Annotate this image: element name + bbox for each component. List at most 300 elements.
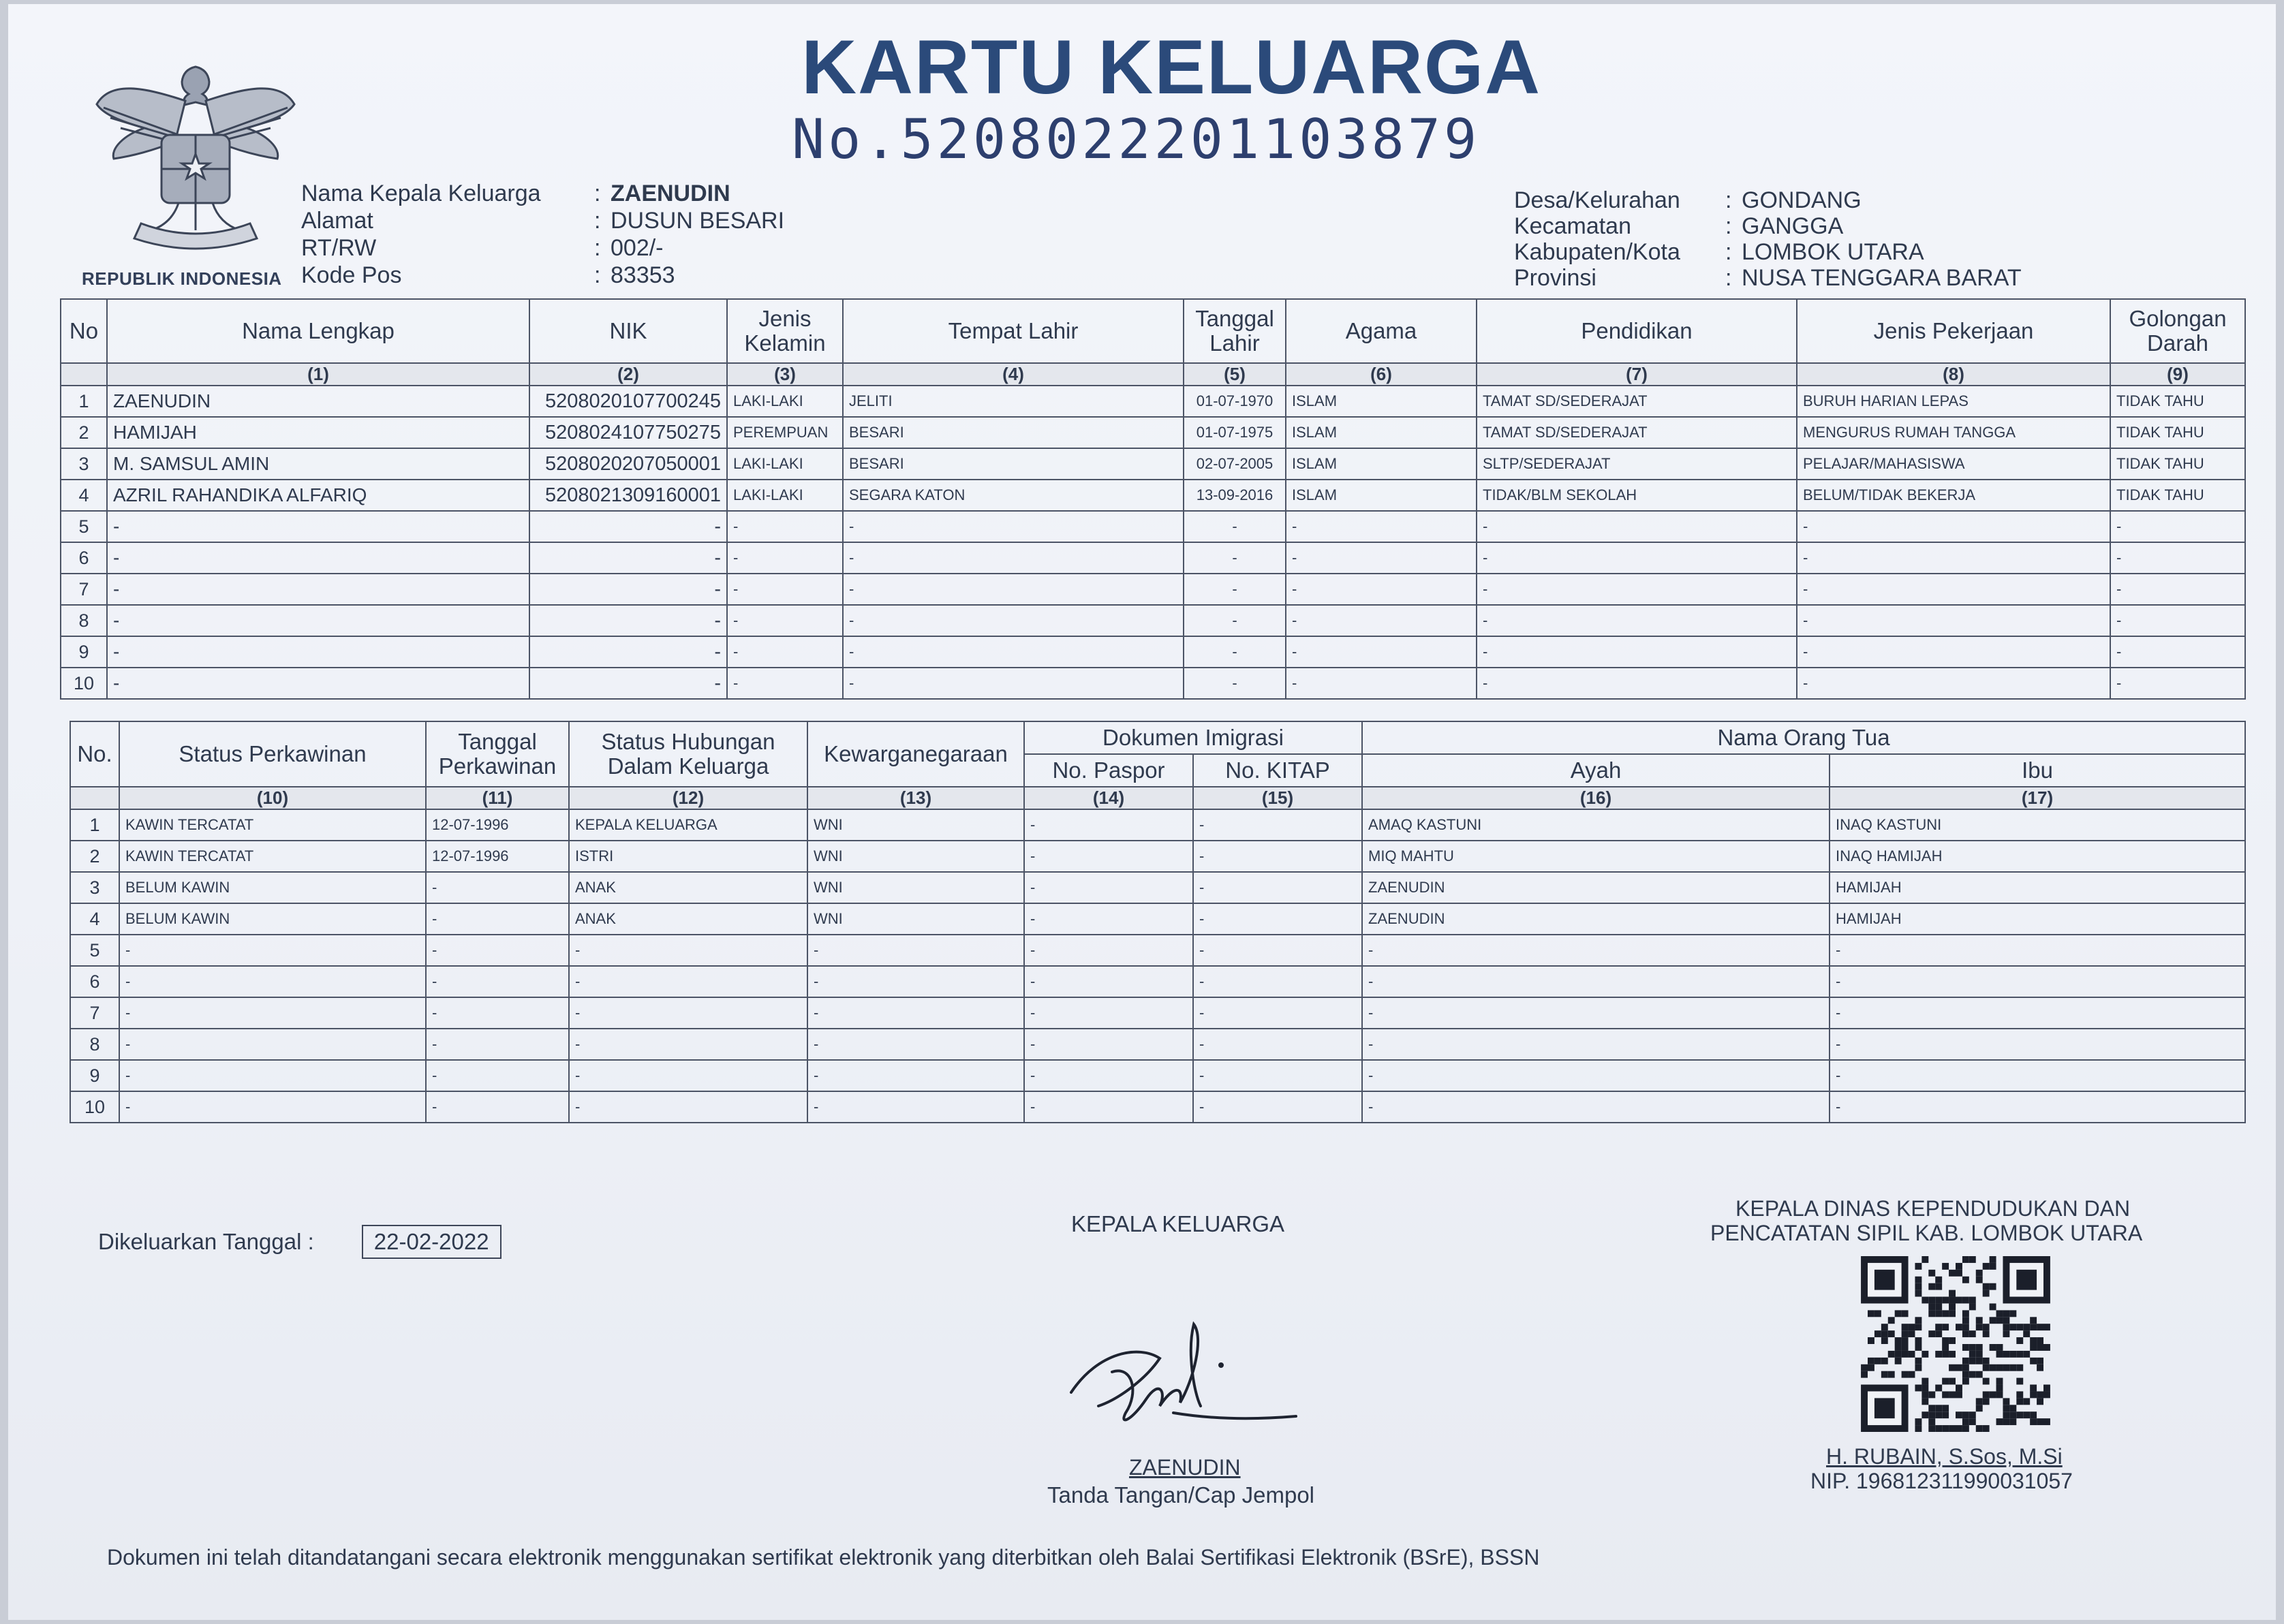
col-header: Pendidikan: [1477, 299, 1797, 363]
family-status-table: [70, 721, 2246, 1123]
table-cell: 7: [70, 997, 119, 1029]
table-cell: -: [1193, 997, 1362, 1029]
table-cell: -: [1193, 966, 1362, 997]
table-cell: -: [1024, 1029, 1193, 1060]
table-cell: -: [1797, 574, 2110, 605]
table-cell: -: [569, 1029, 807, 1060]
table-cell: -: [1024, 903, 1193, 935]
table-cell: HAMIJAH: [1830, 903, 2245, 935]
col-header: No. KITAP: [1193, 754, 1362, 787]
header-row-kode-pos: [301, 262, 675, 289]
header-colon: :: [1725, 187, 1732, 213]
table-cell: -: [1477, 636, 1797, 668]
table-cell: TAMAT SD/SEDERAJAT: [1477, 386, 1797, 417]
electronic-signature-note: Dokumen ini telah ditandatangani secara elektronik menggunakan sertifikat elektronik yang diterbitkan oleh Balai Sertifikasi Elektronik (BSrE), BSSN: [107, 1545, 1540, 1570]
header-row-kabupaten: [1514, 238, 1924, 266]
table-cell: 12-07-1996: [426, 841, 569, 872]
header-row-kecamatan: [1514, 213, 1843, 240]
table-cell: INAQ HAMIJAH: [1830, 841, 2245, 872]
table-cell: -: [426, 872, 569, 903]
table-cell: 10: [61, 668, 107, 699]
header-row-provinsi: [1514, 264, 2022, 292]
header-colon: :: [594, 262, 601, 288]
col-number: (13): [807, 787, 1024, 809]
table-cell: TIDAK TAHU: [2110, 386, 2245, 417]
column-number-row: [61, 363, 2245, 386]
table-cell: ZAENUDIN: [107, 386, 529, 417]
table-cell: -: [1193, 1060, 1362, 1091]
document-title: KARTU KELUARGA: [801, 25, 1541, 110]
table-cell: -: [1024, 997, 1193, 1029]
header-colon: :: [594, 208, 601, 234]
table-cell: ANAK: [569, 903, 807, 935]
header-value: 002/-: [611, 235, 664, 261]
table-cell: BELUM KAWIN: [119, 872, 426, 903]
table-row: [61, 542, 2245, 574]
family-members-table: [60, 298, 2246, 700]
header-value: NUSA TENGGARA BARAT: [1742, 265, 2022, 291]
table-cell: -: [1286, 636, 1477, 668]
family-card-document: [8, 4, 2276, 1620]
table-cell: -: [426, 966, 569, 997]
col-header: No.: [70, 721, 119, 787]
table-cell: 9: [61, 636, 107, 668]
col-number: (16): [1362, 787, 1830, 809]
col-number: (4): [843, 363, 1184, 386]
table-cell: 3: [61, 448, 107, 480]
header-label: Kabupaten/Kota: [1514, 239, 1680, 265]
table-cell: 6: [61, 542, 107, 574]
table-cell: TIDAK TAHU: [2110, 448, 2245, 480]
table-cell: BESARI: [843, 417, 1184, 448]
table-cell: -: [807, 935, 1024, 966]
table-cell: -: [807, 1029, 1024, 1060]
col-number: (1): [107, 363, 529, 386]
table-cell: -: [2110, 636, 2245, 668]
column-number-row: [70, 787, 2245, 809]
table-row: [70, 935, 2245, 966]
table-cell: -: [807, 997, 1024, 1029]
table-cell: ISLAM: [1286, 417, 1477, 448]
family-head-name: ZAENUDIN: [1129, 1455, 1241, 1480]
table-cell: -: [2110, 605, 2245, 636]
header-colon: :: [594, 235, 601, 261]
table-cell: 7: [61, 574, 107, 605]
table-row: [70, 966, 2245, 997]
table-cell: -: [1830, 1060, 2245, 1091]
table-cell: -: [569, 935, 807, 966]
table-cell: BURUH HARIAN LEPAS: [1797, 386, 2110, 417]
col-header: Jenis Pekerjaan: [1797, 299, 2110, 363]
table-cell: -: [1362, 1091, 1830, 1123]
table-cell: TIDAK TAHU: [2110, 417, 2245, 448]
header-row-kepala-keluarga: [301, 180, 730, 207]
col-header: Ayah: [1362, 754, 1830, 787]
table-cell: -: [1362, 935, 1830, 966]
header-label: Alamat: [301, 208, 373, 234]
table-row: [61, 574, 2245, 605]
table-cell: 2: [70, 841, 119, 872]
table-cell: 3: [70, 872, 119, 903]
col-header: Status Perkawinan: [119, 721, 426, 787]
col-header: Golongan Darah: [2110, 299, 2245, 363]
table-row: [70, 997, 2245, 1029]
table-cell: -: [107, 636, 529, 668]
table-cell: -: [107, 574, 529, 605]
table-cell: -: [1193, 872, 1362, 903]
header-row-desa: [1514, 187, 1862, 214]
table-cell: -: [727, 668, 843, 699]
table-cell: -: [1830, 966, 2245, 997]
table-row: [70, 841, 2245, 872]
col-number: (10): [119, 787, 426, 809]
header-label: Kecamatan: [1514, 213, 1631, 239]
table-cell: -: [1477, 574, 1797, 605]
header-value: LOMBOK UTARA: [1742, 239, 1924, 265]
table-cell: MIQ MAHTU: [1362, 841, 1830, 872]
col-header: Ibu: [1830, 754, 2245, 787]
header-value: DUSUN BESARI: [611, 208, 785, 234]
table-cell: -: [1184, 542, 1286, 574]
table-cell: MENGURUS RUMAH TANGGA: [1797, 417, 2110, 448]
table-cell: -: [569, 966, 807, 997]
table-cell: 8: [61, 605, 107, 636]
table-cell: -: [1830, 935, 2245, 966]
table-cell: 01-07-1970: [1184, 386, 1286, 417]
col-header: Status Hubungan Dalam Keluarga: [569, 721, 807, 787]
table-cell: -: [727, 542, 843, 574]
col-number: (3): [727, 363, 843, 386]
col-header: Tanggal Lahir: [1184, 299, 1286, 363]
table-row: [61, 636, 2245, 668]
table-cell: 4: [70, 903, 119, 935]
table-row: [61, 417, 2245, 448]
table-cell: -: [807, 966, 1024, 997]
table-header-row: [61, 299, 2245, 363]
table-cell: -: [2110, 542, 2245, 574]
table-cell: -: [843, 574, 1184, 605]
col-number: (6): [1286, 363, 1477, 386]
table-cell: -: [1362, 1029, 1830, 1060]
table-cell: SLTP/SEDERAJAT: [1477, 448, 1797, 480]
table-cell: -: [569, 1060, 807, 1091]
table-cell: AMAQ KASTUNI: [1362, 809, 1830, 841]
col-header: Nama Lengkap: [107, 299, 529, 363]
table-cell: -: [1797, 542, 2110, 574]
table-cell: M. SAMSUL AMIN: [107, 448, 529, 480]
table-cell: -: [119, 1060, 426, 1091]
table-cell: 12-07-1996: [426, 809, 569, 841]
issued-date: 22-02-2022: [362, 1225, 501, 1259]
header-row-rt-rw: [301, 234, 664, 262]
table-cell: -: [1184, 636, 1286, 668]
table-row: [70, 872, 2245, 903]
emblem-caption: REPUBLIK INDONESIA: [82, 268, 282, 289]
table-cell: -: [1797, 605, 2110, 636]
family-head-title: KEPALA KELUARGA: [1071, 1211, 1285, 1236]
table-cell: -: [843, 668, 1184, 699]
table-row: [70, 1060, 2245, 1091]
table-cell: 4: [61, 480, 107, 511]
table-cell: 5: [70, 935, 119, 966]
table-cell: ZAENUDIN: [1362, 903, 1830, 935]
table-row: [70, 1091, 2245, 1123]
table-cell: -: [1193, 935, 1362, 966]
col-header: Tempat Lahir: [843, 299, 1184, 363]
table-cell: -: [1286, 574, 1477, 605]
table-row: [70, 1029, 2245, 1060]
table-cell: -: [1362, 1060, 1830, 1091]
table-cell: -: [1184, 605, 1286, 636]
table-cell: -: [529, 636, 727, 668]
table-cell: -: [1024, 966, 1193, 997]
table-cell: -: [1797, 636, 2110, 668]
col-number: (2): [529, 363, 727, 386]
table-cell: WNI: [807, 872, 1024, 903]
table-cell: 5208020107700245: [529, 386, 727, 417]
table-cell: -: [1362, 997, 1830, 1029]
table-cell: KAWIN TERCATAT: [119, 809, 426, 841]
table-cell: TIDAK TAHU: [2110, 480, 2245, 511]
table-cell: ISLAM: [1286, 448, 1477, 480]
table-cell: 02-07-2005: [1184, 448, 1286, 480]
table-cell: -: [1286, 511, 1477, 542]
table-cell: -: [107, 542, 529, 574]
table-cell: -: [1477, 605, 1797, 636]
table-cell: -: [1024, 809, 1193, 841]
header-label: RT/RW: [301, 235, 377, 261]
table-cell: LAKI-LAKI: [727, 448, 843, 480]
table-cell: WNI: [807, 841, 1024, 872]
table-row: [61, 668, 2245, 699]
table-cell: 2: [61, 417, 107, 448]
table-cell: -: [1184, 574, 1286, 605]
table-cell: 10: [70, 1091, 119, 1123]
table-cell: ISTRI: [569, 841, 807, 872]
table-cell: -: [1477, 668, 1797, 699]
table-cell: PELAJAR/MAHASISWA: [1797, 448, 2110, 480]
family-status-body: [70, 809, 2245, 1123]
official-name: H. RUBAIN, S.Sos, M.Si: [1826, 1444, 2063, 1469]
table-cell: 6: [70, 966, 119, 997]
table-cell: -: [1477, 542, 1797, 574]
header-value: GONDANG: [1742, 187, 1862, 213]
table-cell: -: [1024, 841, 1193, 872]
table-cell: -: [529, 542, 727, 574]
table-cell: -: [1024, 935, 1193, 966]
table-cell: INAQ KASTUNI: [1830, 809, 2245, 841]
document-number: No.5208022201103879: [792, 108, 1481, 171]
table-cell: ISLAM: [1286, 386, 1477, 417]
table-cell: -: [727, 574, 843, 605]
table-row: [61, 511, 2245, 542]
table-cell: -: [1184, 668, 1286, 699]
table-cell: -: [843, 605, 1184, 636]
col-number: (12): [569, 787, 807, 809]
header-label: Provinsi: [1514, 265, 1596, 291]
table-cell: -: [119, 966, 426, 997]
col-header: Nama Orang Tua: [1362, 721, 2245, 754]
table-cell: -: [426, 1091, 569, 1123]
signature-icon: [1058, 1311, 1316, 1447]
table-cell: -: [529, 668, 727, 699]
table-cell: -: [569, 1091, 807, 1123]
table-cell: -: [119, 1029, 426, 1060]
col-number: (5): [1184, 363, 1286, 386]
table-cell: -: [426, 1029, 569, 1060]
col-header: NIK: [529, 299, 727, 363]
table-cell: 5: [61, 511, 107, 542]
table-row: [61, 605, 2245, 636]
table-row: [61, 386, 2245, 417]
header-colon: :: [1725, 265, 1732, 291]
table-cell: -: [807, 1091, 1024, 1123]
table-cell: -: [119, 935, 426, 966]
table-cell: PEREMPUAN: [727, 417, 843, 448]
table-cell: -: [1286, 605, 1477, 636]
table-cell: -: [426, 903, 569, 935]
table-cell: KEPALA KELUARGA: [569, 809, 807, 841]
header-label: Kode Pos: [301, 262, 402, 288]
table-cell: -: [529, 605, 727, 636]
table-cell: -: [1193, 1029, 1362, 1060]
issued-date-line: [98, 1225, 501, 1259]
table-cell: -: [1477, 511, 1797, 542]
table-cell: WNI: [807, 903, 1024, 935]
table-cell: -: [1797, 511, 2110, 542]
table-row: [70, 903, 2245, 935]
table-cell: -: [1286, 668, 1477, 699]
table-cell: 8: [70, 1029, 119, 1060]
table-header-row: [70, 721, 2245, 754]
table-cell: -: [727, 636, 843, 668]
table-cell: -: [1362, 966, 1830, 997]
col-header: Tanggal Perkawinan: [426, 721, 569, 787]
table-cell: -: [1830, 1091, 2245, 1123]
col-header: No: [61, 299, 107, 363]
table-row: [61, 480, 2245, 511]
table-cell: -: [107, 668, 529, 699]
table-cell: 1: [61, 386, 107, 417]
col-number: [70, 787, 119, 809]
table-cell: -: [727, 605, 843, 636]
table-cell: -: [1024, 1060, 1193, 1091]
header-colon: :: [1725, 239, 1732, 265]
table-cell: -: [1286, 542, 1477, 574]
official-title-line-2: PENCATATAN SIPIL KAB. LOMBOK UTARA: [1710, 1221, 2143, 1245]
table-cell: -: [843, 542, 1184, 574]
col-header: Dokumen Imigrasi: [1024, 721, 1362, 754]
header-row-alamat: [301, 207, 784, 234]
table-cell: -: [1184, 511, 1286, 542]
signature-label: Tanda Tangan/Cap Jempol: [1047, 1482, 1315, 1508]
table-cell: 5208021309160001: [529, 480, 727, 511]
table-cell: -: [426, 1060, 569, 1091]
table-cell: -: [529, 511, 727, 542]
table-cell: BELUM/TIDAK BEKERJA: [1797, 480, 2110, 511]
table-cell: AZRIL RAHANDIKA ALFARIQ: [107, 480, 529, 511]
table-cell: -: [1193, 841, 1362, 872]
table-cell: 5208020207050001: [529, 448, 727, 480]
table-cell: -: [1193, 1091, 1362, 1123]
official-nip: NIP. 196812311990031057: [1810, 1469, 2073, 1493]
table-cell: KAWIN TERCATAT: [119, 841, 426, 872]
table-cell: -: [107, 511, 529, 542]
family-members-body: [61, 386, 2245, 699]
col-number: (17): [1830, 787, 2245, 809]
table-cell: -: [2110, 668, 2245, 699]
table-cell: -: [1024, 1091, 1193, 1123]
table-cell: -: [2110, 574, 2245, 605]
table-cell: LAKI-LAKI: [727, 480, 843, 511]
header-value: 83353: [611, 262, 675, 288]
table-cell: BESARI: [843, 448, 1184, 480]
table-cell: WNI: [807, 809, 1024, 841]
table-cell: -: [843, 636, 1184, 668]
col-header: No. Paspor: [1024, 754, 1193, 787]
table-cell: -: [1830, 1029, 2245, 1060]
table-cell: -: [1193, 903, 1362, 935]
table-cell: -: [426, 935, 569, 966]
header-label: Desa/Kelurahan: [1514, 187, 1680, 213]
header-value: GANGGA: [1742, 213, 1844, 239]
table-cell: -: [119, 1091, 426, 1123]
header-colon: :: [1725, 213, 1732, 239]
table-cell: -: [569, 997, 807, 1029]
table-cell: -: [1797, 668, 2110, 699]
table-cell: ZAENUDIN: [1362, 872, 1830, 903]
issued-label: Dikeluarkan Tanggal :: [98, 1229, 314, 1254]
table-cell: SEGARA KATON: [843, 480, 1184, 511]
table-cell: ISLAM: [1286, 480, 1477, 511]
table-cell: 1: [70, 809, 119, 841]
qr-code-icon: [1860, 1256, 2051, 1432]
table-cell: -: [2110, 511, 2245, 542]
col-number: [61, 363, 107, 386]
table-cell: JELITI: [843, 386, 1184, 417]
table-cell: 9: [70, 1060, 119, 1091]
col-header: Kewarganegaraan: [807, 721, 1024, 787]
col-header: Jenis Kelamin: [727, 299, 843, 363]
table-cell: 5208024107750275: [529, 417, 727, 448]
col-number: (9): [2110, 363, 2245, 386]
table-cell: TAMAT SD/SEDERAJAT: [1477, 417, 1797, 448]
table-cell: -: [807, 1060, 1024, 1091]
table-cell: -: [529, 574, 727, 605]
official-title-line-1: KEPALA DINAS KEPENDUDUKAN DAN: [1735, 1196, 2131, 1221]
table-cell: -: [727, 511, 843, 542]
table-cell: 13-09-2016: [1184, 480, 1286, 511]
col-number: (11): [426, 787, 569, 809]
table-cell: 01-07-1975: [1184, 417, 1286, 448]
table-cell: -: [426, 997, 569, 1029]
table-cell: -: [843, 511, 1184, 542]
table-cell: TIDAK/BLM SEKOLAH: [1477, 480, 1797, 511]
col-header: Agama: [1286, 299, 1477, 363]
table-cell: HAMIJAH: [107, 417, 529, 448]
table-cell: HAMIJAH: [1830, 872, 2245, 903]
table-cell: -: [1830, 997, 2245, 1029]
table-cell: -: [119, 997, 426, 1029]
header-colon: :: [594, 181, 601, 206]
table-cell: ANAK: [569, 872, 807, 903]
table-cell: -: [1024, 872, 1193, 903]
table-cell: BELUM KAWIN: [119, 903, 426, 935]
table-row: [70, 809, 2245, 841]
header-value: ZAENUDIN: [611, 181, 730, 206]
col-number: (8): [1797, 363, 2110, 386]
table-row: [61, 448, 2245, 480]
